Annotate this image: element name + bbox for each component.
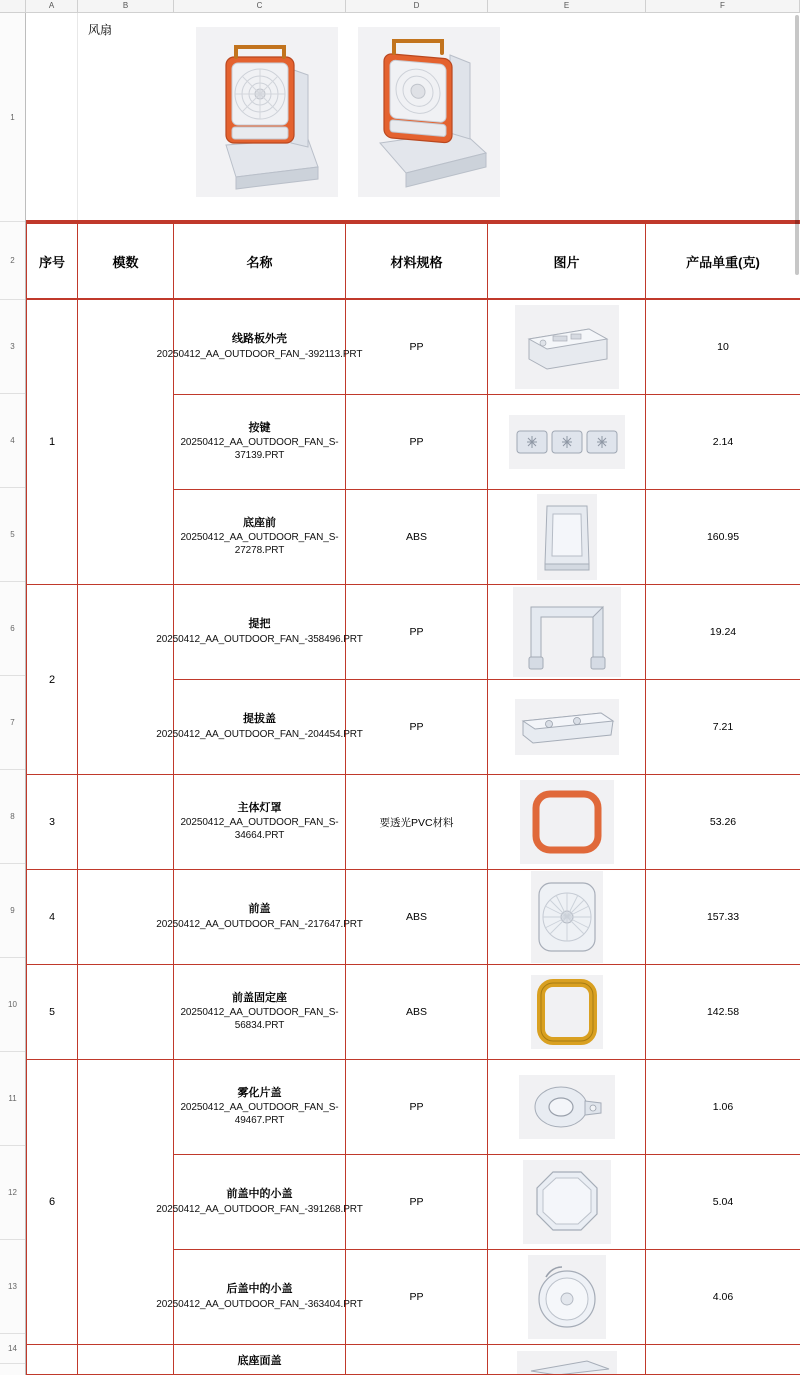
- part-name: 雾化片盖: [237, 1086, 282, 1099]
- banner-row: [26, 13, 800, 222]
- column-header-row[interactable]: [0, 0, 800, 13]
- table-row[interactable]: [26, 1345, 800, 1375]
- column-header-d[interactable]: D: [346, 0, 488, 12]
- banner-images: [196, 27, 500, 197]
- select-all-corner[interactable]: [0, 0, 26, 12]
- group-seq-7[interactable]: [26, 1345, 78, 1375]
- material-cell[interactable]: ABS: [346, 490, 488, 584]
- table-header-row: [26, 222, 800, 300]
- picture-cell[interactable]: [488, 870, 646, 964]
- part-name-cell[interactable]: [156, 1155, 363, 1249]
- material-cell[interactable]: PP: [346, 585, 488, 679]
- group-mold-2[interactable]: [78, 585, 174, 774]
- row-header-7[interactable]: 7: [0, 676, 25, 770]
- row-header-column[interactable]: [0, 13, 26, 1375]
- weight-cell[interactable]: 1.06: [712, 1101, 734, 1113]
- group-mold-7[interactable]: [78, 1345, 174, 1375]
- picture-cell[interactable]: [488, 395, 646, 489]
- fan-render-angle: [358, 27, 500, 197]
- material-cell[interactable]: PP: [346, 680, 488, 774]
- table-row[interactable]: [156, 585, 800, 680]
- picture-cell[interactable]: [488, 1060, 646, 1154]
- part-file: 20250412_AA_OUTDOOR_FAN_S-34664.PRT: [180, 817, 339, 841]
- part-name-cell[interactable]: [174, 1060, 346, 1154]
- picture-cell[interactable]: [488, 1155, 646, 1249]
- weight-cell[interactable]: 2.14: [712, 436, 734, 448]
- vertical-scrollbar[interactable]: [794, 13, 800, 1352]
- group-seq-5[interactable]: 5: [26, 965, 78, 1059]
- row-header-14[interactable]: 14: [0, 1334, 25, 1364]
- row-header-13[interactable]: 13: [0, 1240, 25, 1334]
- parts-table: [26, 13, 800, 1375]
- material-cell[interactable]: 要透光PVC材料: [346, 775, 488, 869]
- part-name-cell[interactable]: [174, 965, 346, 1059]
- group-mold-1[interactable]: [78, 300, 174, 584]
- picture-cell[interactable]: [488, 490, 646, 584]
- weight-cell[interactable]: 10: [717, 341, 729, 353]
- table-row[interactable]: [26, 775, 800, 870]
- rear-small-cover-thumb: [528, 1255, 606, 1339]
- column-header-a[interactable]: A: [26, 0, 78, 12]
- weight-cell[interactable]: 53.26: [709, 816, 737, 828]
- table-row[interactable]: [156, 680, 800, 774]
- material-cell[interactable]: PP: [346, 300, 488, 394]
- atomizer-cover-thumb: [519, 1075, 615, 1139]
- group-block-2: [26, 585, 800, 775]
- group-mold-5[interactable]: [78, 965, 174, 1059]
- weight-cell[interactable]: 4.06: [712, 1291, 734, 1303]
- group-seq-1[interactable]: 1: [26, 300, 78, 584]
- row-header-2[interactable]: 2: [0, 222, 25, 300]
- weight-cell[interactable]: 160.95: [706, 531, 740, 543]
- handle-cover-thumb: [515, 699, 619, 755]
- weight-cell[interactable]: [646, 1345, 800, 1375]
- part-name: 底座前: [243, 516, 276, 529]
- weight-cell[interactable]: 142.58: [706, 1006, 740, 1018]
- table-row[interactable]: [174, 395, 800, 490]
- picture-cell[interactable]: [488, 775, 646, 869]
- group-mold-3[interactable]: [78, 775, 174, 869]
- row-header-10[interactable]: 10: [0, 958, 25, 1052]
- weight-cell[interactable]: 7.21: [712, 721, 734, 733]
- table-row[interactable]: [26, 965, 800, 1060]
- table-row[interactable]: [156, 300, 800, 395]
- part-name-cell[interactable]: [156, 680, 363, 774]
- header-material-spec: 材料规格: [346, 224, 488, 298]
- front-cover-mount-thumb: [531, 975, 603, 1049]
- part-name: 前盖中的小盖: [226, 1187, 293, 1200]
- part-name: 后盖中的小盖: [226, 1282, 293, 1295]
- column-header-e[interactable]: E: [488, 0, 646, 12]
- picture-cell[interactable]: [488, 680, 646, 774]
- part-file: 20250412_AA_OUTDOOR_FAN_S-56834.PRT: [180, 1007, 339, 1031]
- part-name: 底座面盖: [237, 1355, 282, 1368]
- row-header-6[interactable]: 6: [0, 582, 25, 676]
- banner-content[interactable]: [78, 13, 800, 220]
- part-name-cell[interactable]: [174, 1345, 346, 1375]
- part-file: 20250412_AA_OUTDOOR_FAN_-363404.PRT: [156, 1298, 363, 1310]
- part-name-cell[interactable]: [156, 1250, 363, 1344]
- part-name-cell[interactable]: [156, 300, 363, 394]
- material-cell[interactable]: PP: [346, 395, 488, 489]
- material-cell[interactable]: PP: [346, 1250, 488, 1344]
- material-cell[interactable]: ABS: [346, 870, 488, 964]
- group-block-1: [26, 300, 800, 585]
- table-row[interactable]: [174, 1060, 800, 1155]
- material-cell[interactable]: PP: [346, 1060, 488, 1154]
- table-row[interactable]: [26, 870, 800, 965]
- part-file: 20250412_AA_OUTDOOR_FAN_-217647.PRT: [156, 918, 363, 930]
- weight-cell[interactable]: 19.24: [709, 626, 737, 638]
- front-cover-thumb: [531, 871, 603, 963]
- part-name: 提拔盖: [243, 712, 276, 725]
- column-header-c[interactable]: C: [174, 0, 346, 12]
- weight-cell[interactable]: 157.33: [706, 911, 740, 923]
- group-block-6: [26, 1060, 800, 1345]
- row-header-3[interactable]: 3: [0, 300, 25, 394]
- banner-cell-a[interactable]: [26, 13, 78, 220]
- part-name: 线路板外壳: [232, 332, 287, 345]
- buttons-thumb: [509, 415, 625, 469]
- product-title: 风扇: [88, 23, 113, 37]
- part-file: 20250412_AA_OUTDOOR_FAN_-391268.PRT: [156, 1203, 363, 1215]
- scrollbar-thumb[interactable]: [795, 15, 799, 275]
- column-header-b[interactable]: B: [78, 0, 174, 12]
- row-header-12[interactable]: 12: [0, 1146, 25, 1240]
- group-seq-6[interactable]: 6: [26, 1060, 78, 1344]
- part-name: 前盖: [248, 902, 271, 915]
- part-file: 20250412_AA_OUTDOOR_FAN_S-49467.PRT: [180, 1102, 339, 1126]
- table-row[interactable]: [174, 490, 800, 584]
- part-name: 前盖固定座: [232, 991, 287, 1004]
- picture-cell[interactable]: [488, 1250, 646, 1344]
- picture-cell[interactable]: [488, 965, 646, 1059]
- fan-render-front: [196, 27, 338, 197]
- row-header-5[interactable]: 5: [0, 488, 25, 582]
- row-header-8[interactable]: 8: [0, 770, 25, 864]
- header-seq: 序号: [26, 224, 78, 298]
- part-file: 20250412_AA_OUTDOOR_FAN_-204454.PRT: [156, 728, 363, 740]
- part-name-cell[interactable]: [174, 395, 346, 489]
- table-row[interactable]: [156, 1155, 800, 1250]
- base-face-cover-thumb: [517, 1351, 617, 1375]
- picture-cell[interactable]: [488, 585, 646, 679]
- group-seq-4[interactable]: 4: [26, 870, 78, 964]
- sheet-grid: [0, 13, 800, 1375]
- part-file: 20250412_AA_OUTDOOR_FAN_-358496.PRT: [156, 633, 363, 645]
- column-header-f[interactable]: F: [646, 0, 800, 12]
- picture-cell[interactable]: [488, 1345, 646, 1375]
- part-name-cell[interactable]: [156, 585, 363, 679]
- part-file: 20250412_AA_OUTDOOR_FAN_-392113.PRT: [156, 348, 363, 360]
- base-front-thumb: [537, 494, 597, 580]
- part-name: 主体灯罩: [237, 801, 282, 814]
- row-header-1[interactable]: 1: [0, 13, 25, 222]
- part-name: 提把: [248, 617, 271, 630]
- weight-cell[interactable]: 5.04: [712, 1196, 734, 1208]
- handle-thumb: [513, 587, 621, 677]
- part-name-cell[interactable]: [174, 775, 346, 869]
- row-header-4[interactable]: 4: [0, 394, 25, 488]
- header-mold-count: 模数: [78, 224, 174, 298]
- row-header-9[interactable]: 9: [0, 864, 25, 958]
- part-file: 20250412_AA_OUTDOOR_FAN_S-27278.PRT: [180, 532, 339, 556]
- header-picture: 图片: [488, 224, 646, 298]
- header-name: 名称: [174, 224, 346, 298]
- part-name-cell[interactable]: [174, 490, 346, 584]
- header-unit-weight: 产品单重(克): [686, 254, 760, 270]
- row-header-11[interactable]: 11: [0, 1052, 25, 1146]
- lamp-shade-thumb: [520, 780, 614, 864]
- table-row[interactable]: [156, 1250, 800, 1344]
- group-seq-2[interactable]: 2: [26, 585, 78, 774]
- group-seq-3[interactable]: 3: [26, 775, 78, 869]
- part-name-cell[interactable]: [156, 870, 363, 964]
- material-cell[interactable]: ABS: [346, 965, 488, 1059]
- part-name: 按键: [248, 421, 271, 434]
- material-cell[interactable]: PP: [346, 1155, 488, 1249]
- pcb-housing-thumb: [515, 305, 619, 389]
- material-cell[interactable]: [346, 1345, 488, 1375]
- picture-cell[interactable]: [488, 300, 646, 394]
- group-mold-4[interactable]: [78, 870, 174, 964]
- part-file: 20250412_AA_OUTDOOR_FAN_S-37139.PRT: [180, 437, 339, 461]
- front-small-cover-thumb: [523, 1160, 611, 1244]
